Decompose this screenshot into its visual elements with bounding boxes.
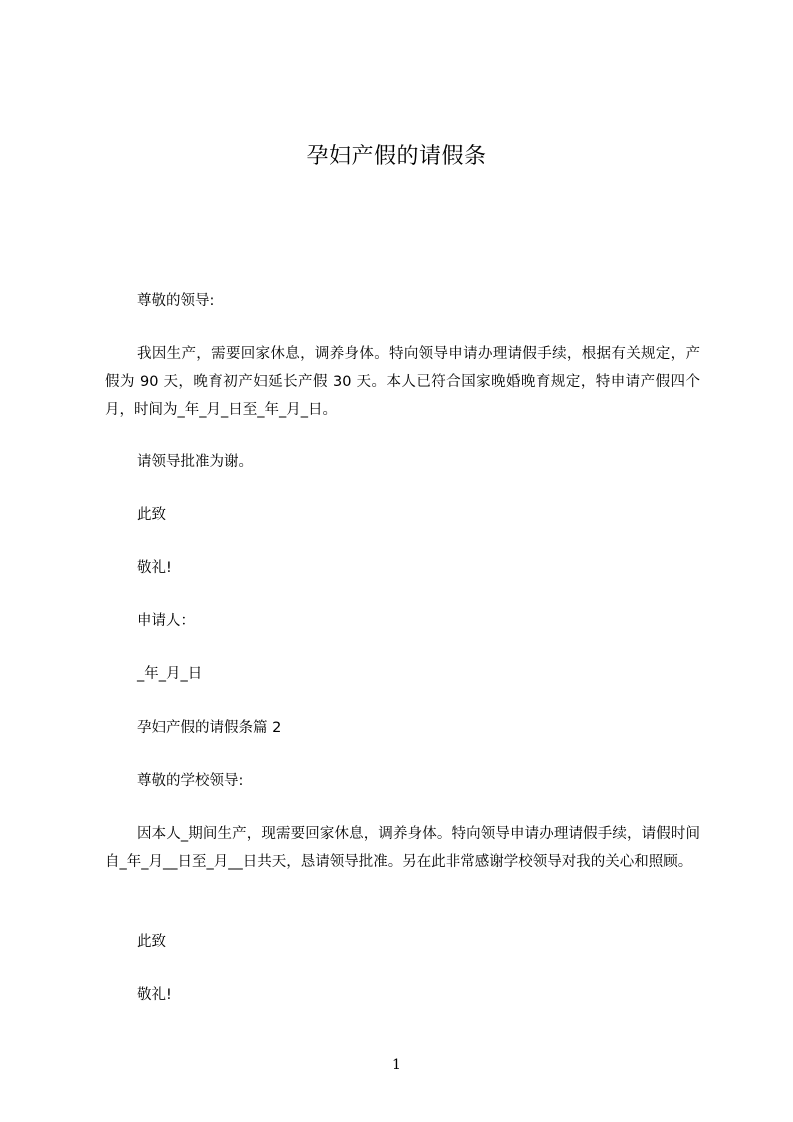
document-title: 孕妇产假的请假条 [306, 144, 487, 169]
body-paragraph: 我因生产，需要回家休息，调养身体。特向领导申请办理请假手续，根据有关规定，产假为 90 天，晚育初产妇延长产假 30 天。本人已符合国家晚婚晚育规定，特申请产假四个月，时间为_年_月_日至_年_月_日。 [105, 346, 700, 418]
salutation: 尊敬的领导: [137, 293, 215, 309]
closing-salute: 敬礼! [137, 560, 172, 576]
request-line: 请领导批准为谢。 [137, 454, 253, 470]
date-line: _年_月_日 [137, 666, 203, 682]
closing-line-2: 此致 [137, 934, 166, 950]
section-heading: 孕妇产假的请假条篇 2 [137, 720, 282, 736]
salutation-2: 尊敬的学校领导: [137, 773, 244, 789]
page-number: 1 [392, 1057, 401, 1073]
closing-salute-2: 敬礼! [137, 987, 172, 1003]
closing-line: 此致 [137, 507, 166, 523]
body-paragraph-2: 因本人_期间生产，现需要回家休息，调养身体。特向领导申请办理请假手续，请假时间自_年_月__日至_月__日共天，恳请领导批准。另在此非常感谢学校领导对我的关心和照顾。 [105, 826, 700, 870]
applicant-line: 申请人： [137, 613, 195, 629]
